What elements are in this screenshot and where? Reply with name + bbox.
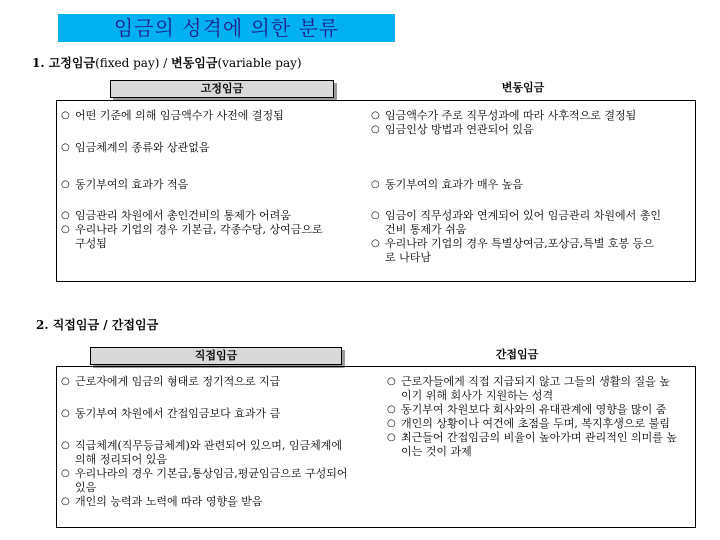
section1-heading-fixed: 1. 고정임금 — [32, 56, 96, 70]
fixed-row2 — [61, 178, 361, 192]
variable-row1-item: ○ 임금인상 방법과 연관되어 있음 — [371, 123, 661, 137]
fixed-row1-item: ○ 임금체계의 종류와 상관없음 — [61, 141, 361, 155]
variable-row1-item: ○ 임금액수가 주로 직무성과에 따라 사후적으로 결정됨 — [371, 109, 661, 123]
section1-heading — [32, 54, 302, 71]
direct-pay-header: 직접임금 — [90, 347, 342, 365]
fixed-row3 — [61, 209, 331, 251]
section1-heading-fixed-note: (fixed pay) / — [95, 56, 172, 70]
fixed-pay-header: 고정임금 — [110, 80, 334, 98]
section2-table — [56, 366, 696, 528]
page-title: 임금의 성격에 의한 분류 — [58, 14, 395, 42]
direct-pay-item: ○ 동기부여 차원에서 간접임금보다 효과가 큼 — [61, 407, 351, 421]
direct-pay-item: ○ 개인의 능력과 노력에 따라 영향을 받음 — [61, 495, 351, 509]
section1-heading-variable-note: (variable pay) — [217, 56, 302, 70]
section1-heading-variable: 변동임금 — [171, 56, 218, 70]
section1-table — [56, 100, 696, 282]
fixed-row1 — [61, 109, 361, 155]
direct-pay-column — [61, 375, 351, 509]
section2-heading: 2. 직접임금 / 간접임금 — [36, 318, 159, 332]
variable-row1 — [371, 109, 661, 137]
variable-row2-item: ○ 동기부여의 효과가 매우 높음 — [371, 178, 661, 192]
indirect-pay-header: 간접임금 — [495, 348, 539, 361]
direct-pay-item: ○ 우리나라의 경우 기본급,통상임금,평균임금으로 구성되어 있음 — [61, 467, 351, 495]
variable-row2 — [371, 178, 661, 192]
fixed-row1-item: ○ 어떤 기준에 의해 임금액수가 사전에 결정됨 — [61, 109, 361, 123]
fixed-row3-item: ○ 우리나라 기업의 경우 기본급, 각종수당, 상여금으로 구성됨 — [61, 223, 331, 251]
variable-row3-item: ○ 우리나라 기업의 경우 특별상여금,포상금,특별 호봉 등으로 나타남 — [371, 237, 661, 265]
variable-row3-item: ○ 임금이 직무성과와 연계되어 있어 임금관리 차원에서 총인건비 통제가 쉬움 — [371, 209, 661, 237]
variable-row3 — [371, 209, 661, 265]
indirect-pay-column — [387, 375, 677, 459]
variable-pay-header: 변동임금 — [501, 81, 545, 94]
fixed-row3-item: ○ 임금관리 차원에서 총인건비의 통제가 어려움 — [61, 209, 331, 223]
direct-pay-item: ○ 직급체계(직무등급체계)와 관련되어 있으며, 임금체계에 의해 정리되어 있음 — [61, 439, 351, 467]
direct-pay-item: ○ 근로자에게 임금의 형태로 정기적으로 지급 — [61, 375, 351, 389]
indirect-pay-item: ○ 근로자들에게 직접 지급되지 않고 그들의 생활의 질을 높이기 위해 회사가 지원하는 성격 — [387, 375, 677, 403]
indirect-pay-item: ○ 동기부여 차원보다 회사와의 유대관계에 영향을 많이 줌 — [387, 403, 677, 417]
indirect-pay-item: ○ 최근들어 간접임금의 비율이 높아가며 관리적인 의미를 높이는 것이 과제 — [387, 431, 677, 459]
indirect-pay-item: ○ 개인의 상황이나 여건에 초점을 두며, 복지후생으로 불림 — [387, 417, 677, 431]
fixed-row2-item: ○ 동기부여의 효과가 적음 — [61, 178, 361, 192]
